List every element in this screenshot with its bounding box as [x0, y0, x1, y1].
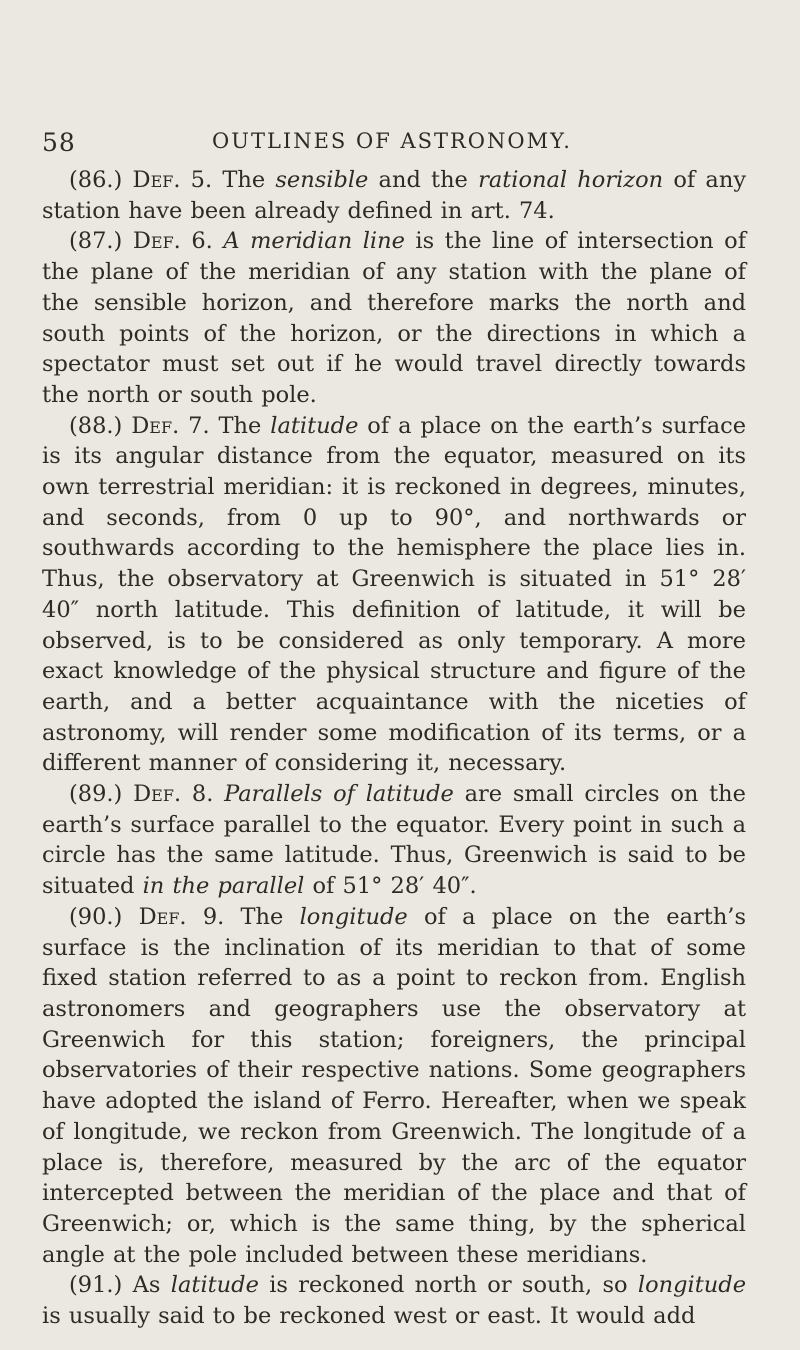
emphasized-term: longitude: [637, 1272, 747, 1299]
paragraph: [42, 779, 746, 902]
definition-label: Def. 9.: [138, 903, 225, 930]
emphasized-term: rational horizon: [478, 167, 664, 193]
text-run: and the: [368, 167, 479, 193]
text-run: is usually said to be reckoned west or east. It would add: [42, 1303, 696, 1330]
paragraph: [42, 165, 746, 226]
text-run: of any station have been already defined in art. 74.: [42, 167, 747, 224]
paragraph-number: (88.): [69, 412, 123, 439]
text-run: [322, 781, 333, 807]
text-run: of a place on the earth’s surface is the inclination of its meridian to that of some fixed station referred to as a point to reckon from. English astronomers and geographers use the observatory at Greenwich for this station; foreigners, the principal observatories of their respective nations. Some geographers have adopted the island of Ferro. Hereafter, when we speak of longitude, we reckon from Greenwich. The longitude of a place is, therefore, measured by the arc of the equator intercepted between the meridian of the place and that of Greenwich; or, which is the same thing, by the spherical angle at the pole included between these meridians.: [42, 903, 747, 1268]
page-number: 58: [42, 128, 76, 157]
page-header: [42, 128, 742, 158]
text-run: is reckoned north or south, so: [258, 1272, 638, 1299]
paragraph: [42, 902, 746, 1270]
definition-label: Def. 7.: [131, 412, 210, 439]
emphasized-term: in the parallel: [142, 873, 305, 900]
definition-label: Def. 6.: [132, 228, 213, 255]
paragraph: [42, 1270, 746, 1331]
paragraph-number: (86.): [69, 167, 123, 193]
text-run: is the line of intersection of the plane of the meridian of any station with the plane of the sensible horizon, and therefore marks the north and south points of the horizon, or the directions in which a spectator must set out if he would travel directly towards the north or south pole.: [42, 228, 747, 408]
emphasized-term: of latitude: [333, 781, 454, 808]
paragraph: [42, 411, 746, 779]
emphasized-term: sensible: [275, 167, 369, 193]
definition-label: Def. 8.: [133, 781, 214, 808]
emphasized-term: latitude: [270, 412, 359, 439]
text-run: of 51° 28′ 40″.: [304, 873, 477, 900]
emphasized-term: Parallels: [224, 781, 323, 808]
paragraph-number: (87.): [69, 228, 123, 255]
text-run: The: [222, 167, 276, 193]
text-run: of a place on the earth’s surface is its angular distance from the equator, measured on its own terrestrial meridian: it is reckoned in degrees, minutes, and seconds, from 0 up to 90°, and northwards or southwards according to the hemisphere the place lies in. Thus, the observatory at Greenwich is situated in 51° 28′ 40″ north latitude. This definition of latitude, it will be observed, is to be considered as only temporary. A more exact knowledge of the physical structure and figure of the earth, and a better acquaintance with the niceties of astronomy, will render some modification of its terms, or a different manner of considering it, necessary.: [42, 412, 747, 777]
paragraph-number: (91.): [69, 1272, 123, 1299]
paragraph: [42, 226, 746, 410]
text-run: As: [132, 1272, 171, 1299]
emphasized-term: A meridian line: [223, 228, 405, 255]
emphasized-term: latitude: [170, 1272, 259, 1299]
body-text: [42, 165, 746, 1332]
definition-label: Def. 5.: [132, 167, 213, 193]
paragraph-number: (90.): [69, 903, 123, 930]
emphasized-term: longitude: [299, 903, 408, 930]
text-run: are small circles on the earth’s surface parallel to the equator. Every point in such a circle has the same latitude. Thus, Greenwich is said to be situated: [42, 781, 746, 900]
text-run: The: [218, 412, 271, 439]
paragraph-number: (89.): [69, 781, 123, 808]
text-run: The: [240, 903, 300, 930]
running-title: OUTLINES OF ASTRONOMY.: [212, 129, 572, 153]
